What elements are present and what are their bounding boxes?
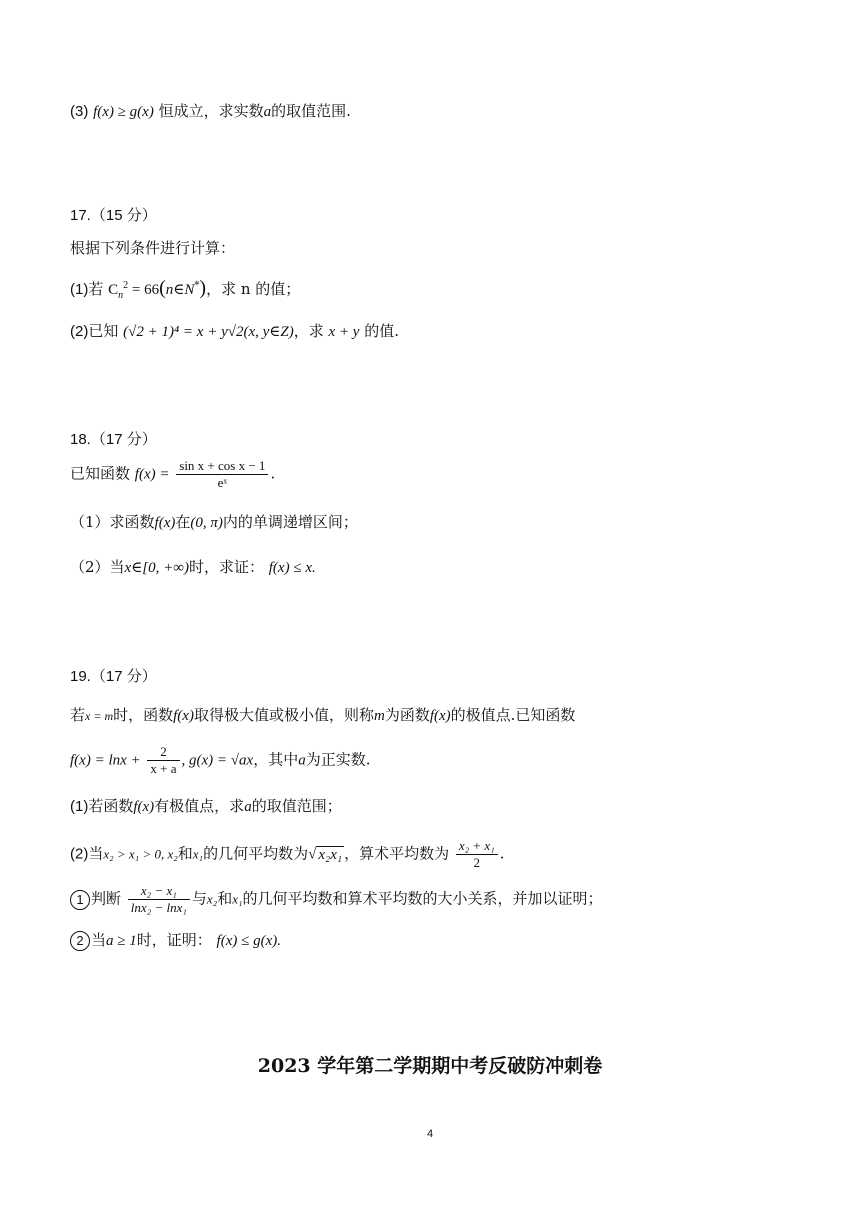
q16-part3-expr: f(x) ≥ g(x) [93,104,154,120]
q19-part1-fx: f(x) [133,799,155,815]
q19-l1-d: 为函数 [384,706,430,724]
q19-l2-tail2: 为正实数. [305,750,371,769]
q18-part2-ineq: f(x) ≤ x. [268,560,316,576]
q18-fraction [176,458,268,491]
q19-l2-a: a [298,752,306,769]
q19-l1-cond: x = m [85,709,114,723]
q16-part3-label: (3) [70,103,89,120]
q16-part3-text2: 的取值范围. [271,102,351,120]
q16-part3-line [70,101,351,122]
page-number: 4 [426,1128,434,1140]
q18-part1-label: （1）求函数 [70,513,155,531]
q18-function: f(x) = [134,466,170,483]
q18-fraction-denominator: eˣ [217,475,228,490]
q18-fraction-numerator: sin x + cos x − 1 [176,458,268,475]
q19-sub1-x1: x₁ [232,891,243,907]
q17-part2-sum: x + y [328,324,360,340]
q17-part1-label: (1)若 [70,281,104,298]
q19-l1-a: 若 [70,706,86,724]
q18-part1-in: 在 [175,513,191,531]
q19-part2-fnum: x₂ + x₁ [456,838,498,855]
q19-l2-num: 2 [147,744,179,761]
q19-l2-den: x + a [150,761,177,776]
q18-intro: 已知函数 f(x) = $\frac{\text{sin x + cos x − 1}}{\text{eˣ}}$ . [70,458,276,490]
q19-sub1-den: lnx₂ − lnx₁ [130,900,187,915]
q17-part2-tail1: ，求 [293,322,324,340]
q19-l1-fx: f(x) [173,708,194,724]
q19-part2-ari: ，算术平均数为 [344,844,450,863]
q19-sub1-and: 和 [217,889,233,908]
q18-part2 [70,557,316,578]
q17-intro-text: 根据下列条件进行计算： [70,239,236,257]
q18-part2-label: （2）当 [70,558,125,576]
q19-part1-label: (1)若函数 [70,798,134,815]
q19-sub1-c: 的几何平均数和算术平均数的大小关系，并加以证明； [242,889,603,908]
q19-sub1-b: 与 [191,889,207,908]
q19-l2-fx: f(x) = lnx + [70,752,141,769]
q19-sub2 [70,930,281,951]
q18-header-text: 18.（17 分） [70,431,157,448]
q17-part2-label: (2)已知 [70,323,119,340]
q17-part2-tail2: 的值. [364,322,400,340]
q19-part1-a: a [244,799,252,815]
q19-sub1-x2: x₂ [206,891,218,907]
q18-part1-tail: 内的单调递增区间； [222,513,358,531]
q19-sub2-a: 当 [91,931,107,949]
q19-line2 [70,744,371,777]
q17-part1: (1)若 $C_n^2$ = 66(n∈N*)，求 n 的值； [70,277,301,301]
q18-part2-cond: x∈[0, +∞) [124,560,189,576]
q19-part2: (2)当x₂ > x₁ > 0, x₂和x₁的几何平均数为√ x₂x₁ ，算术平均数为 $\frac{\text{x₂ + x₁}}{2}$ . [70,838,505,870]
q18-intro-text: 已知函数 [70,464,131,483]
q17-part1-combination: $C_n^2$ [108,280,129,301]
q19-l2-fraction [147,744,179,777]
q17-part1-tail: ，求 n 的值； [206,280,301,298]
q19-l1-fx2: f(x) [429,708,451,724]
q17-part1-eq: = 66 [128,282,160,298]
q17-header [70,205,157,226]
q19-sub2-b: 时，证明： [136,931,212,949]
q16-part3-var: a [263,104,272,120]
q19-l1-c: 取得极大值或极小值，则称 [193,706,374,724]
q19-header-text: 19.（17 分） [70,668,157,685]
q19-part2-sqrt: x₂x₁ [318,846,343,863]
q19-part2-and: 和 [177,844,193,863]
q19-part2-geo: 的几何平均数为 [203,844,309,863]
q17-part2-expr: (√2 + 1)⁴ = x + y√2(x, y∈Z) [123,324,294,340]
q18-part1 [70,512,358,533]
q19-part1-mid: 有极值点，求 [154,797,245,815]
q19-sub1 [70,883,603,916]
q18-part2-mid: 时，求证： [188,558,264,576]
q19-part1 [70,796,342,817]
q19-l2-gx: , g(x) = √ax [181,752,254,769]
q17-intro [70,238,235,258]
circled-one-icon: 1 [70,890,90,910]
circled-two-icon: 2 [70,931,90,951]
q19-line1 [70,705,575,726]
q16-part3-text1: 恒成立，求实数 [158,102,264,120]
q19-sub2-ineq: f(x) ≤ g(x). [216,933,281,949]
q18-part1-interval: (0, π) [190,515,223,531]
q17-header-text: 17.（15 分） [70,207,157,224]
q19-header [70,666,157,687]
q19-part2-fden: 2 [473,855,481,870]
q19-part2-cond: x₂ > x₁ > 0, x₂ [103,846,178,862]
q19-l1-m: m [373,708,385,724]
q19-part2-x1: x₁ [192,846,204,862]
q19-part1-tail: 的取值范围； [251,797,342,815]
q19-sub1-a: 判断 [91,889,122,908]
q19-l1-e: 的极值点.已知函数 [450,706,576,724]
q19-sub2-cond: a ≥ 1 [106,933,137,949]
exam-title: 2023 学年第二学期期中考反破防冲刺卷 [257,1055,603,1077]
q17-part1-cond: n∈N [165,282,195,298]
q19-l2-tail: ，其中 [253,750,299,769]
q18-header [70,429,157,450]
q19-part2-label: (2)当 [70,845,104,863]
q19-sub1-num: x₂ − x₁ [128,883,190,900]
q18-part1-fx: f(x) [154,515,176,531]
q19-sub1-fraction [128,883,190,916]
q19-l1-b: 时，函数 [113,706,174,724]
q19-part2-fraction [456,838,498,871]
q17-part2 [70,321,399,342]
